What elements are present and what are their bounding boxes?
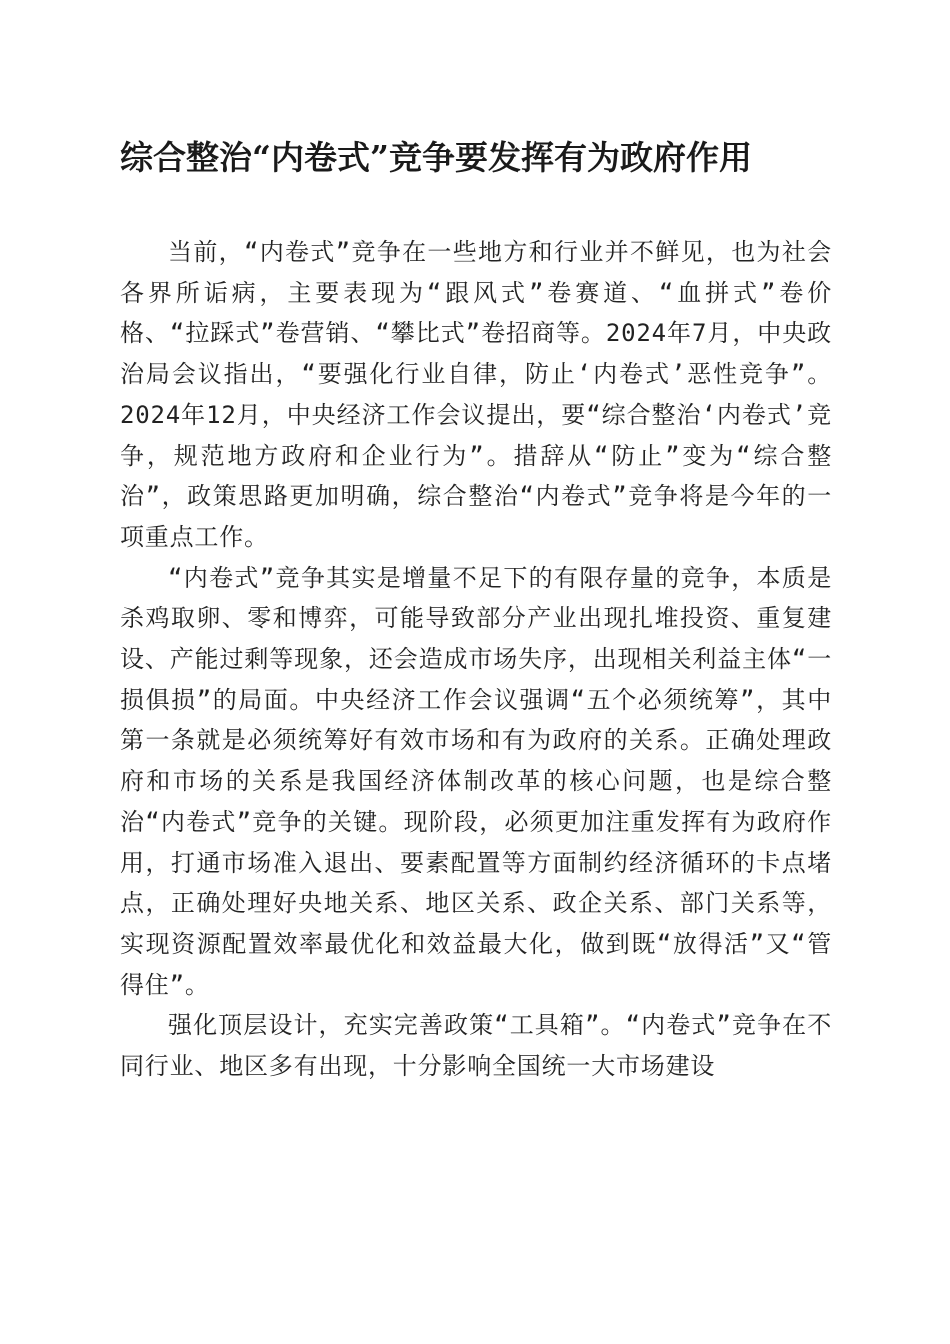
paragraph-1: 当前，“内卷式”竞争在一些地方和行业并不鲜见，也为社会各界所诟病，主要表现为“跟风式”卷赛道、“血拼式”卷价格、“拉踩式”卷营销、“攀比式”卷招商等。2024年7月，中央政治局会议指出，“要强化行业自律，防止‘内卷式’恶性竞争”。2024年12月，中央经济工作会议提出，要“综合整治‘内卷式’竞争，规范地方政府和企业行为”。措辞从“防止”变为“综合整治”，政策思路更加明确，综合整治“内卷式”竞争将是今年的一项重点工作。 — [120, 238, 832, 551]
paragraph-2: “内卷式”竞争其实是增量不足下的有限存量的竞争，本质是杀鸡取卵、零和博弈，可能导致部分产业出现扎堆投资、重复建设、产能过剩等现象，还会造成市场失序，出现相关利益主体“一损俱损”的局面。中央经济工作会议强调“五个必须统筹”，其中第一条就是必须统筹好有效市场和有为政府的关系。正确处理政府和市场的关系是我国经济体制改革的核心问题，也是综合整治“内卷式”竞争的关键。现阶段，必须更加注重发挥有为政府作用，打通市场准入退出、要素配置等方面制约经济循环的卡点堵点，正确处理好央地关系、地区关系、政企关系、部门关系等，实现资源配置效率最优化和效益最大化，做到既“放得活”又“管得住”。 — [120, 563, 832, 999]
document-title: 综合整治“内卷式”竞争要发挥有为政府作用 — [120, 138, 752, 177]
document-body — [120, 232, 832, 1087]
paragraph-3: 强化顶层设计，充实完善政策“工具箱”。“内卷式”竞争在不同行业、地区多有出现，十分影响全国统一大市场建设 — [120, 1011, 832, 1081]
